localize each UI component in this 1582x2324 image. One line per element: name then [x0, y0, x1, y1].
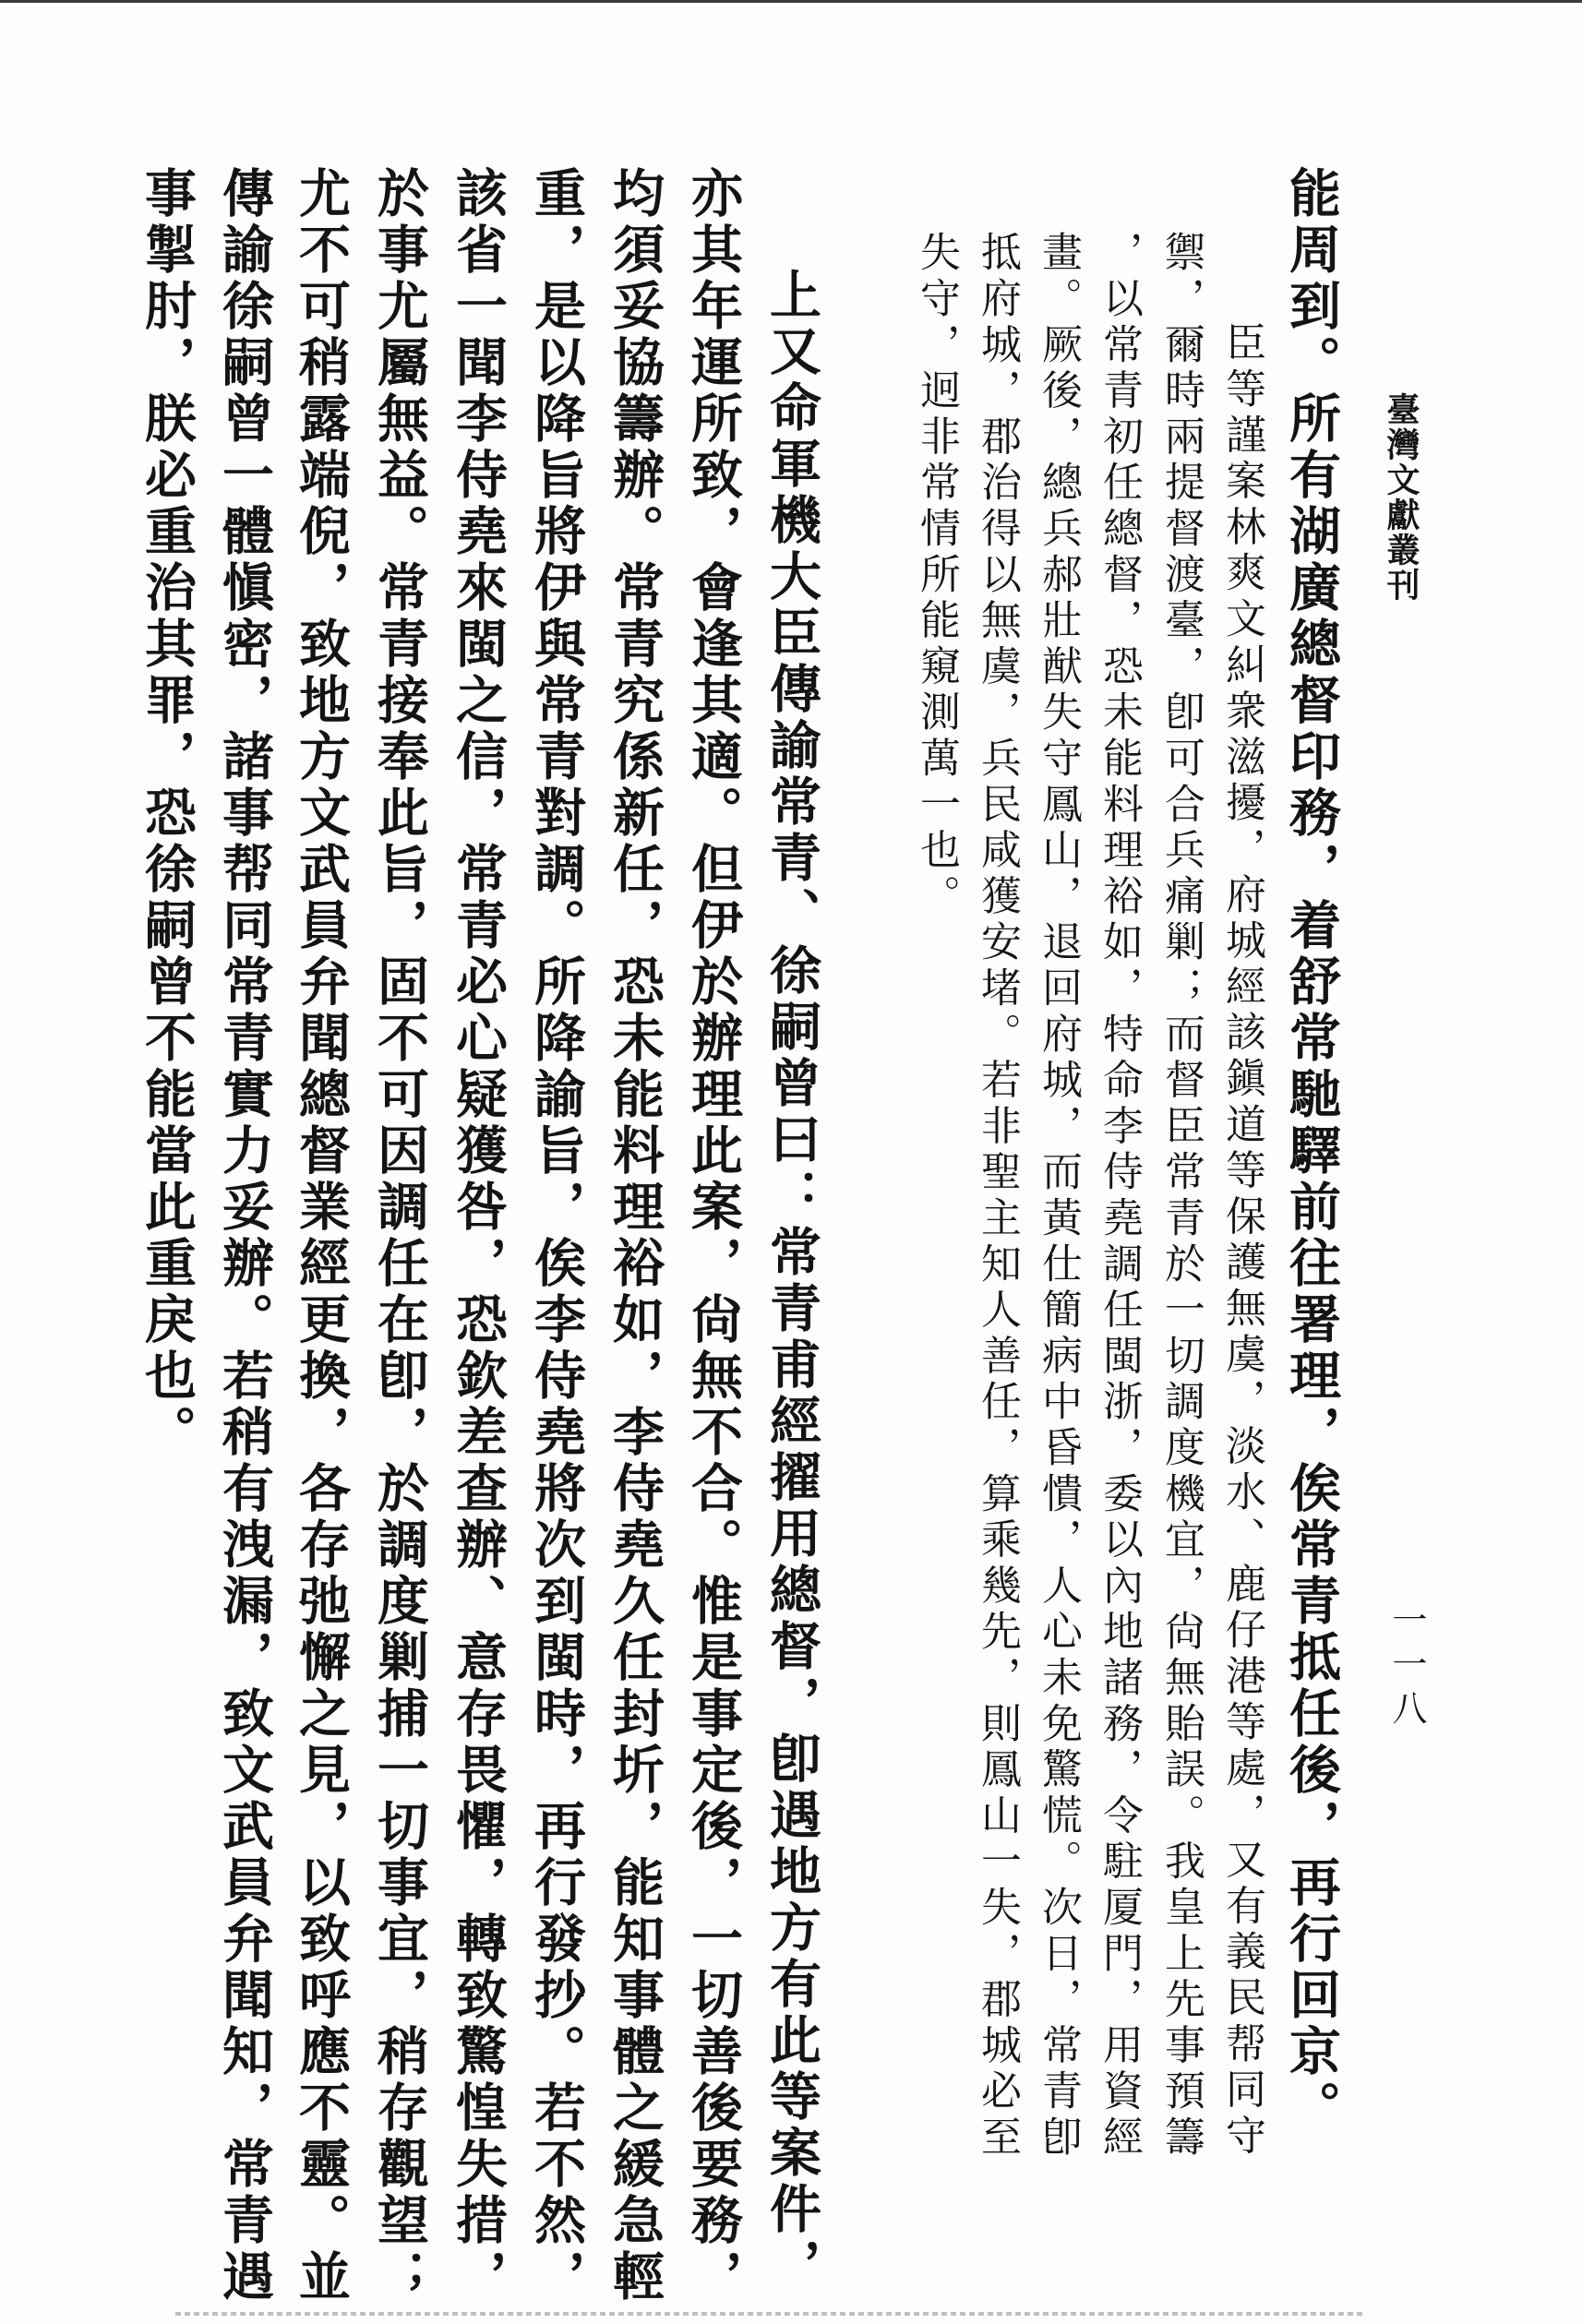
text-column-3: 禦，爾時兩提督渡臺，卽可合兵痛剿；而督臣常青於一切調度機宜，尙無貽誤。我皇上先事預籌 — [1157, 231, 1204, 2162]
text-column-10: 均須妥協籌辦。常青究係新任，恐未能料理裕如，李侍堯久任封圻，能知事體之緩急輕 — [605, 166, 665, 2306]
text-column-11: 重，是以降旨將伊與常青對調。所降諭旨，俟李侍堯將次到閩時，再行發抄。若不然， — [526, 166, 587, 2306]
text-column-9: 亦其年運所致，會逢其適。但伊於辦理此案，尙無不合。惟是事定後，一切善後要務， — [683, 166, 744, 2306]
text-column-4: ，以常青初任總督，恐未能料理裕如，特命李侍堯調任閩浙，委以內地諸務，令駐厦門，用資經 — [1096, 231, 1143, 2162]
text-column-6: 抵府城，郡治得以無虞，兵民咸獲安堵。若非聖主知人善任，算乘幾先，則鳳山一失，郡城必至 — [974, 231, 1021, 2162]
page-number: 一一八 — [1386, 1601, 1427, 1734]
text-column-8: 上又命軍機大臣傳諭常青、徐嗣曾曰：常青甫經擢用總督，卽遇地方有此等案件， — [761, 268, 822, 2294]
running-header-title: 臺灣文獻叢刊 — [1382, 392, 1420, 603]
text-column-14: 尤不可稍露端倪，致地方文武員弁聞總督業經更換，各存弛懈之見，以致呼應不靈。並 — [291, 166, 352, 2306]
bottom-scan-edge — [175, 2312, 1366, 2316]
text-column-1: 能周到。所有湖廣總督印務，着舒常馳驛前往署理，俟常青抵任後，再行回京。 — [1281, 166, 1342, 2137]
text-column-12: 該省一聞李侍堯來閩之信，常青必心疑獲咎，恐欽差查辦、意存畏懼，轉致驚惶失措， — [448, 166, 509, 2306]
text-column-16: 事掣肘，朕必重治其罪，恐徐嗣曾不能當此重戾也。 — [137, 166, 198, 1461]
text-column-15: 傳諭徐嗣曾一體愼密，諸事帮同常青實力妥辦。若稍有洩漏，致文武員弁聞知，常青遇 — [214, 166, 275, 2306]
text-column-2: 臣等謹案林爽文糾衆滋擾，府城經該鎭道等保護無虞，淡水、鹿仔港等處，又有義民帮同守 — [1218, 321, 1265, 2160]
text-column-13: 於事尤屬無益。常青接奉此旨，固不可因調任在卽，於調度剿捕一切事宜，稍存觀望； — [369, 166, 430, 2306]
top-border-rule — [0, 0, 1582, 3]
text-column-5: 畫。厥後，總兵郝壯猷失守鳳山，退回府城，而黃仕簡病中昏憒，人心未免驚慌。次日，常青卽 — [1035, 231, 1082, 2162]
text-column-7: 失守，迥非常情所能窺測萬一也。 — [913, 231, 960, 920]
